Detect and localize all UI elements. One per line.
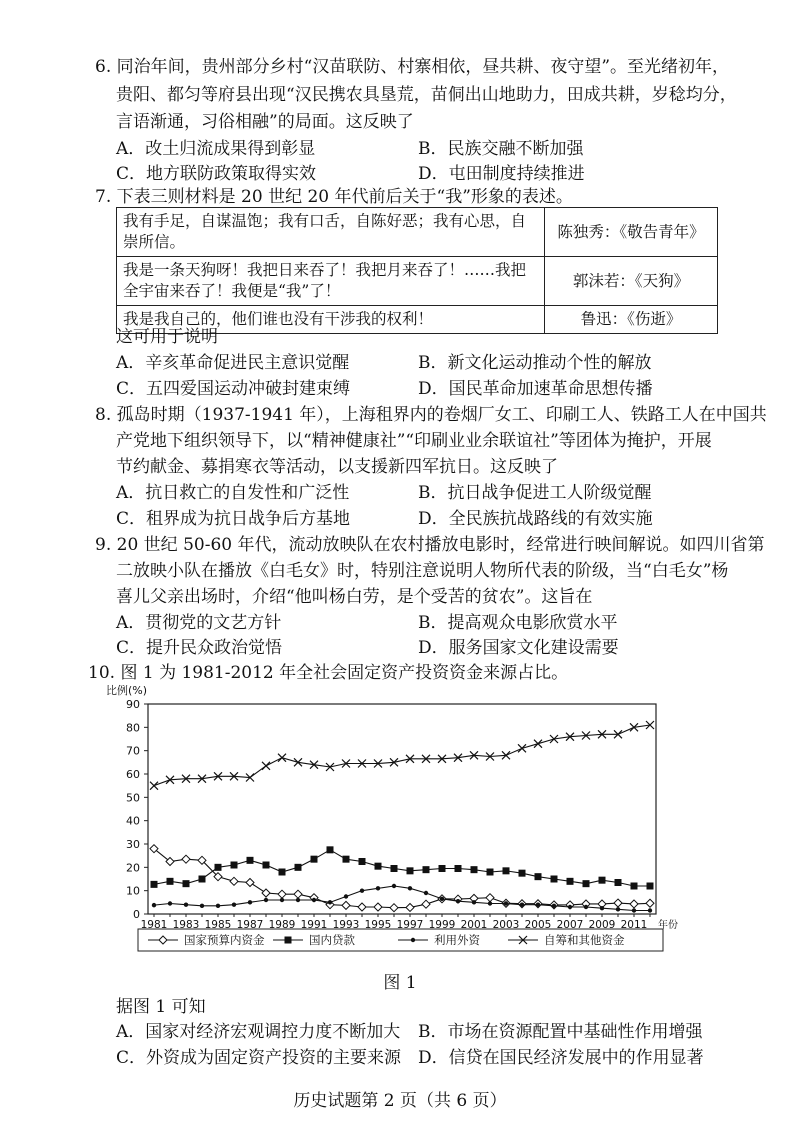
q9-option-a: A．贯彻党的文艺方针 [116,613,282,633]
y-tick-label: 90 [126,698,140,711]
data-point [392,884,396,888]
data-point [375,863,382,870]
data-point [455,865,462,872]
y-tick-label: 20 [126,861,140,875]
data-point [504,901,508,905]
legend-label: 自筹和其他资金 [544,933,625,947]
data-point [262,762,270,770]
series-dot [152,884,652,913]
data-point [600,906,604,910]
x-tick-label: 1987 [236,919,264,931]
data-point [278,754,286,762]
data-point [263,862,270,869]
data-point [311,856,318,863]
q6-option-c: C．地方联防政策取得实效 [116,164,317,184]
data-point [200,904,204,908]
data-point [647,883,654,890]
series-diamond [150,845,654,912]
x-axis-label: 年份 [658,920,678,931]
data-point [376,886,380,890]
data-point [568,905,572,909]
y-tick-label: 0 [133,908,140,921]
x-tick-label: 2009 [588,919,616,931]
data-point [358,903,366,911]
data-point [439,865,446,872]
data-point [616,907,620,911]
page-footer: 历史试题第 2 页（共 6 页） [293,1091,507,1111]
legend-item [273,933,355,947]
material-source: 鲁迅：《伤逝》 [545,306,718,334]
data-point [215,864,222,871]
y-tick-label: 60 [126,768,140,781]
data-point [278,890,286,898]
legend-item [398,933,480,947]
table-row [117,257,718,306]
data-point [456,899,460,903]
q6-line-3: 言语渐通，习俗相融”的局面。这反映了 [116,112,414,132]
data-point [159,936,167,944]
q10-option-b: B．市场在资源配置中基础性作用增强 [418,1022,703,1042]
data-point [342,901,350,909]
q9-option-b: B．提高观众电影欣赏水平 [418,613,618,633]
data-point [327,846,334,853]
y-tick-label: 80 [126,721,140,735]
data-point [518,744,526,752]
data-point [390,904,398,912]
y-axis-label: 比例(%) [106,684,148,697]
data-point [423,866,430,873]
data-point [471,866,478,873]
data-point [519,870,526,877]
data-point [167,878,174,885]
series-line [154,725,650,786]
data-point [360,888,364,892]
data-point [536,902,540,906]
material-source: 陈独秀：《敬告青年》 [545,208,718,257]
data-point [583,880,590,887]
q7-option-c: C．五四爱国运动冲破封建束缚 [116,379,351,399]
data-point [487,869,494,876]
q8-option-a: A．抗日救亡的自发性和广泛性 [116,483,350,503]
data-point [312,898,316,902]
data-point [232,902,236,906]
data-point [150,782,158,790]
q8-option-c: C．租界成为抗日战争后方基地 [116,509,351,529]
data-point [151,881,158,888]
investment-source-chart [106,684,678,954]
series-square [151,846,654,889]
x-tick-label: 1985 [204,919,232,931]
data-point [411,938,415,942]
q9-line-2: 二放映小队在播放《白毛女》时，特别注意说明人物所代表的阶级，当“白毛女”杨 [116,561,729,581]
data-point [280,898,284,902]
q10-option-a: A．国家对经济宏观调控力度不断加大 [116,1022,401,1042]
data-point [408,886,412,890]
material-text: 我是一条天狗呀！我把日来吞了！我把月来吞了！……我把全宇宙来吞了！我便是“我”了！ [117,257,545,306]
q8-line-2: 产党地下组织领导下，以“精神健康社”“印刷业业余联谊社”等团体为掩护，开展 [116,431,712,451]
legend-label: 国内贷款 [309,933,355,947]
data-point [407,867,414,874]
q9-option-c: C．提升民众政治觉悟 [116,638,283,658]
data-point [552,904,556,908]
data-point [520,902,524,906]
material-text: 我有手足，自谋温饱；我有口舌，自陈好恶；我有心思，自崇所信。 [117,208,545,257]
data-point [567,878,574,885]
data-point [230,877,238,885]
data-point [294,890,302,898]
data-point [631,883,638,890]
y-tick-label: 30 [126,838,140,851]
q6-line-1: 6. 同治年间，贵州部分乡村“汉苗联防、村寨相依，昼共耕、夜守望”。至光绪初年， [95,57,730,77]
x-tick-label: 1989 [268,919,296,931]
data-point [182,855,190,863]
data-point [486,894,494,902]
legend-label: 国家预算内资金 [184,933,265,947]
legend-item [508,933,625,947]
q9-option-d: D．服务国家文化建设需要 [418,638,619,658]
q7-stem: 7. 下表三则材料是 20 世纪 20 年代前后关于“我”形象的表述。 [95,187,573,207]
data-point [584,905,588,909]
data-point [344,894,348,898]
q8-line-3: 节约献金、募捐寒衣等活动，以支援新四军抗日。这反映了 [116,457,558,477]
data-point [488,901,492,905]
data-point [264,898,268,902]
data-point [630,900,638,908]
q8-option-b: B．抗日战争促进工人阶级觉醒 [418,483,652,503]
data-point [599,877,606,884]
data-point [152,903,156,907]
data-point [534,740,542,748]
y-tick-label: 70 [126,744,140,758]
q7-after: 这可用于说明 [116,327,218,347]
data-point [632,908,636,912]
q6-option-b: B．民族交融不断加强 [418,139,584,159]
data-point [279,869,286,876]
y-tick-label: 10 [126,884,140,898]
data-point [216,904,220,908]
data-point [391,865,398,872]
x-tick-label: 2011 [620,919,648,931]
q6-line-2: 贵阳、都匀等府县出现“汉民携农具垦荒，苗侗出山地助力，田成共耕，岁稔均分， [116,85,737,105]
data-point [472,900,476,904]
data-point [328,900,332,904]
x-tick-label: 2005 [524,919,552,931]
data-point [296,898,300,902]
q6-option-d: D．屯田制度持续推进 [418,164,585,184]
data-point [646,899,654,907]
material-source: 郭沫若：《天狗》 [545,257,718,306]
x-tick-label: 1999 [428,919,456,931]
legend-label: 利用外资 [434,933,480,947]
data-point [295,864,302,871]
legend-item [148,933,265,947]
q7-option-b: B．新文化运动推动个性的解放 [418,353,652,373]
q10-after: 据图 1 可知 [116,997,206,1017]
data-point [262,889,270,897]
data-point [248,900,252,904]
y-tick-label: 40 [126,814,140,828]
data-point [247,857,254,864]
data-point [648,908,652,912]
q6-option-a: A．改土归流成果得到彰显 [116,139,316,159]
data-point [406,903,414,911]
q7-option-a: A．辛亥革命促进民主意识觉醒 [116,353,350,373]
data-point [422,900,430,908]
data-point [440,897,444,901]
x-tick-label: 2003 [492,919,520,931]
data-point [503,867,510,874]
data-point [615,879,622,886]
x-tick-label: 2007 [556,919,584,931]
series-line [154,849,650,908]
data-point [551,876,558,883]
data-point [168,901,172,905]
data-point [359,858,366,865]
q7-option-d: D．国民革命加速革命思想传播 [418,379,653,399]
q10-option-c: C．外资成为固定资产投资的主要来源 [116,1048,402,1068]
x-tick-label: 1991 [300,919,328,931]
series-cross [150,721,654,790]
series-line [154,886,650,911]
data-point [184,902,188,906]
data-point [614,899,622,907]
q8-option-d: D．全民族抗战路线的有效实施 [418,509,653,529]
q10-stem: 10. 图 1 为 1981-2012 年全社会固定资产投资资金来源占比。 [88,663,569,683]
data-point [424,891,428,895]
q8-line-1: 8. 孤岛时期（1937-1941 年），上海租界内的卷烟厂女工、印刷工人、铁路工人在中国共 [95,405,767,425]
data-point [183,880,190,887]
x-tick-label: 1993 [332,919,360,931]
x-tick-label: 1981 [140,919,168,931]
data-point [374,903,382,911]
x-tick-label: 2001 [460,919,488,931]
data-point [231,862,238,869]
q9-line-3: 喜儿父亲出场时，介绍“他叫杨白劳，是个受苦的贫农”。这旨在 [116,587,593,607]
data-point [343,856,350,863]
table-row [117,208,718,257]
q10-option-d: D．信贷在国民经济发展中的作用显著 [418,1048,704,1068]
q7-material-table [116,207,718,334]
data-point [246,879,254,887]
data-point [285,937,292,944]
x-tick-label: 1997 [396,919,424,931]
x-tick-label: 1995 [364,919,392,931]
material-text: 我是我自己的，他们谁也没有干涉我的权利！ [117,306,545,334]
series-line [154,850,650,886]
y-tick-label: 50 [126,791,140,805]
data-point [535,873,542,880]
data-point [199,876,206,883]
q9-line-1: 9. 20 世纪 50-60 年代，流动放映队在农村播放电影时，经常进行映间解说。如四川省第 [95,535,765,555]
x-tick-label: 1983 [172,919,200,931]
figure-caption: 图 1 [383,973,417,993]
